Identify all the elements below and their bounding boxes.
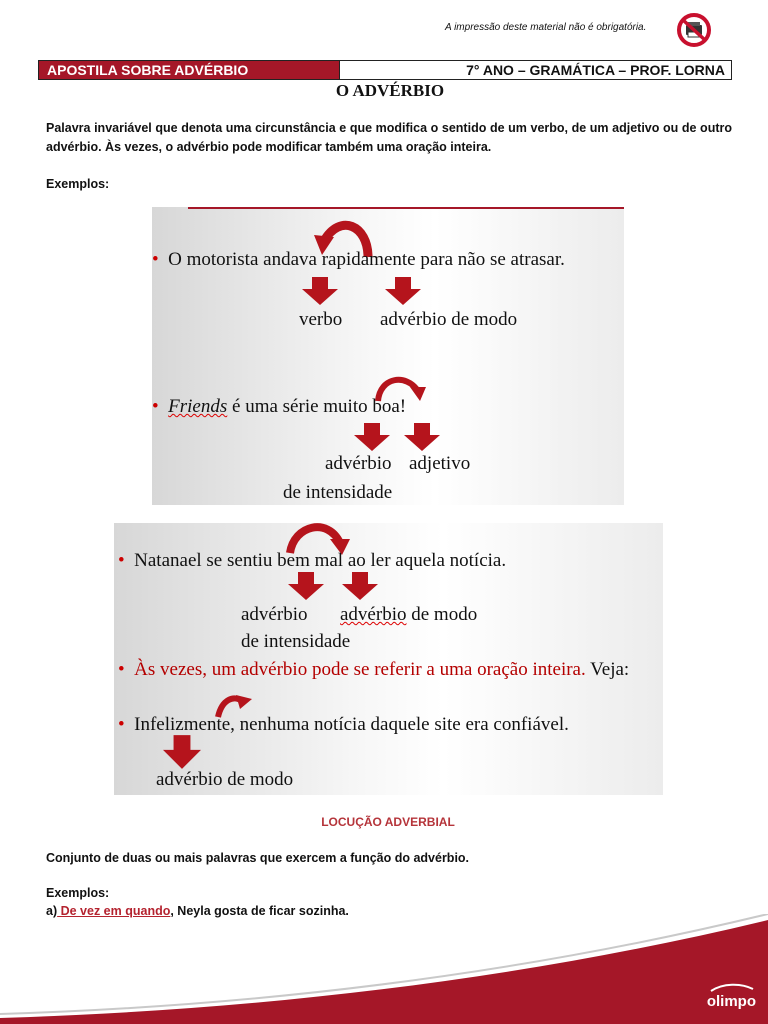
intro-paragraph <box>46 119 732 157</box>
example-slide-1 <box>152 207 624 505</box>
intro-text: Palavra invariável que denota uma circunstância e que modifica o sentido de um verbo, de um adjetivo ou de outro advérbio. Às vezes, o advérbio pode modificar também uma oração inteira. <box>46 121 732 154</box>
example-a-prefix: a) <box>46 904 58 918</box>
example-a-rest: , Neyla gosta de ficar sozinha. <box>170 904 349 918</box>
locucao-definition: Conjunto de duas ou mais palavras que exercem a função do advérbio. <box>46 851 470 865</box>
down-arrow-icon <box>354 423 390 451</box>
slide2-sentence-2: • Às vezes, um advérbio pode se referir a uma oração inteira. Veja: <box>118 659 630 680</box>
olimpo-logo <box>707 983 756 1010</box>
slide1-sentence-1: • O motorista andava rapidamente para não se atrasar. <box>152 249 565 270</box>
examples-label: Exemplos: <box>46 177 110 191</box>
header-bar <box>38 60 732 80</box>
section-title: LOCUÇÃO ADVERBIAL <box>321 815 455 829</box>
slide2-sentence-1: • Natanael se sentiu bem mal ao ler aquela notícia. <box>118 550 507 571</box>
example-a-phrase: De vez em quando <box>57 904 171 918</box>
print-note: A impressão deste material não é obrigatória. <box>445 22 647 33</box>
footer-swoosh <box>0 914 768 1024</box>
no-print-icon <box>676 12 712 48</box>
down-arrow-icon <box>342 572 378 600</box>
label-verbo: verbo <box>299 309 343 330</box>
label-adverbio-de-modo: advérbio de modo <box>340 604 478 625</box>
example-slide-2 <box>114 523 663 795</box>
slide2-sentence-3: • Infelizmente, nenhuma notícia daquele site era confiável. <box>118 714 569 735</box>
page-title: O ADVÉRBIO <box>335 81 445 100</box>
header-left-label: APOSTILA SOBRE ADVÉRBIO <box>39 61 339 79</box>
label-adverbio: advérbio <box>325 453 392 474</box>
header-right-label: 7° ANO – GRAMÁTICA – PROF. LORNA <box>339 61 731 79</box>
label-de-intensidade: de intensidade <box>283 482 393 503</box>
down-arrow-icon <box>288 572 324 600</box>
down-arrow-icon <box>404 423 440 451</box>
down-arrow-icon <box>302 277 338 305</box>
examples-label-2: Exemplos: <box>46 886 110 900</box>
label-adverbio-de-modo: advérbio de modo <box>156 769 294 790</box>
logo-text: olimpo <box>706 993 756 1010</box>
label-adjetivo: adjetivo <box>409 453 471 474</box>
slide1-sentence-2: • Friends é uma série muito boa! <box>152 396 407 417</box>
label-adverbio-de-modo: advérbio de modo <box>380 309 518 330</box>
label-de-intensidade: de intensidade <box>241 631 351 652</box>
slide-divider <box>188 207 624 209</box>
label-adverbio: advérbio <box>241 604 308 625</box>
down-arrow-icon <box>163 735 201 769</box>
down-arrow-icon <box>385 277 421 305</box>
logo-swoosh-icon <box>709 983 755 993</box>
